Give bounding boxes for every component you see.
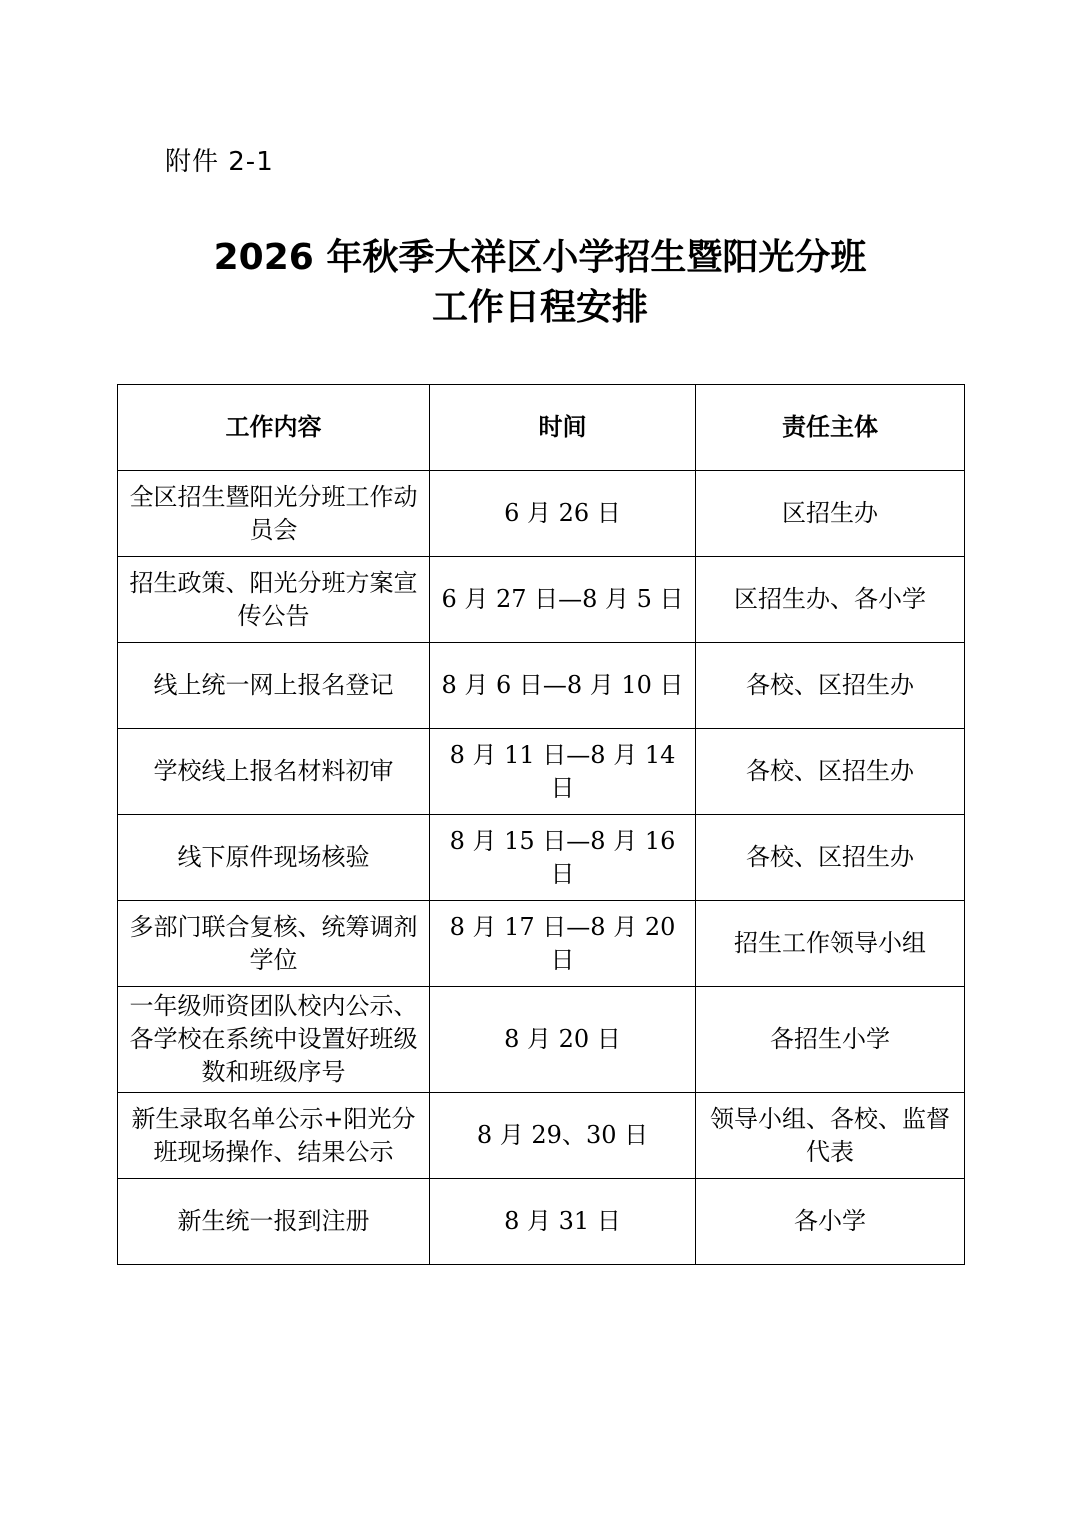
cell-time: 6 月 27 日—8 月 5 日 [430, 557, 696, 643]
attachment-label: 附件 2-1 [165, 147, 274, 177]
cell-time: 8 月 6 日—8 月 10 日 [430, 643, 696, 729]
cell-owner: 各校、区招生办 [696, 643, 965, 729]
cell-time: 8 月 31 日 [430, 1179, 696, 1265]
cell-owner: 各校、区招生办 [696, 729, 965, 815]
title-line-2: 工作日程安排 [431, 287, 648, 328]
cell-content: 多部门联合复核、统筹调剂学位 [118, 901, 430, 987]
cell-owner: 各校、区招生办 [696, 815, 965, 901]
cell-owner: 领导小组、各校、监督代表 [696, 1093, 965, 1179]
table-row [118, 471, 965, 557]
table-row [118, 729, 965, 815]
header-content: 工作内容 [118, 385, 430, 471]
table-row [118, 901, 965, 987]
cell-content: 新生录取名单公示+阳光分班现场操作、结果公示 [118, 1093, 430, 1179]
cell-owner: 各小学 [696, 1179, 965, 1265]
document-title [0, 233, 1080, 333]
table-header-row [118, 385, 965, 471]
cell-owner: 各招生小学 [696, 987, 965, 1093]
cell-time: 6 月 26 日 [430, 471, 696, 557]
cell-owner: 区招生办、各小学 [696, 557, 965, 643]
cell-time: 8 月 11 日—8 月 14 日 [430, 729, 696, 815]
schedule-table [117, 384, 965, 1265]
cell-time: 8 月 15 日—8 月 16 日 [430, 815, 696, 901]
header-owner: 责任主体 [696, 385, 965, 471]
cell-content: 线上统一网上报名登记 [118, 643, 430, 729]
cell-content: 学校线上报名材料初审 [118, 729, 430, 815]
cell-time: 8 月 20 日 [430, 987, 696, 1093]
table-row [118, 987, 965, 1093]
cell-time: 8 月 29、30 日 [430, 1093, 696, 1179]
header-time: 时间 [430, 385, 696, 471]
cell-owner: 区招生办 [696, 471, 965, 557]
table-row [118, 1093, 965, 1179]
cell-owner: 招生工作领导小组 [696, 901, 965, 987]
cell-content: 一年级师资团队校内公示、各学校在系统中设置好班级数和班级序号 [118, 987, 430, 1093]
cell-content: 招生政策、阳光分班方案宣传公告 [118, 557, 430, 643]
cell-time: 8 月 17 日—8 月 20 日 [430, 901, 696, 987]
cell-content: 全区招生暨阳光分班工作动员会 [118, 471, 430, 557]
table-row [118, 815, 965, 901]
table-row [118, 1179, 965, 1265]
cell-content: 新生统一报到注册 [118, 1179, 430, 1265]
table-row [118, 643, 965, 729]
title-line-1: 2026 年秋季大祥区小学招生暨阳光分班 [213, 237, 867, 278]
table-row [118, 557, 965, 643]
cell-content: 线下原件现场核验 [118, 815, 430, 901]
